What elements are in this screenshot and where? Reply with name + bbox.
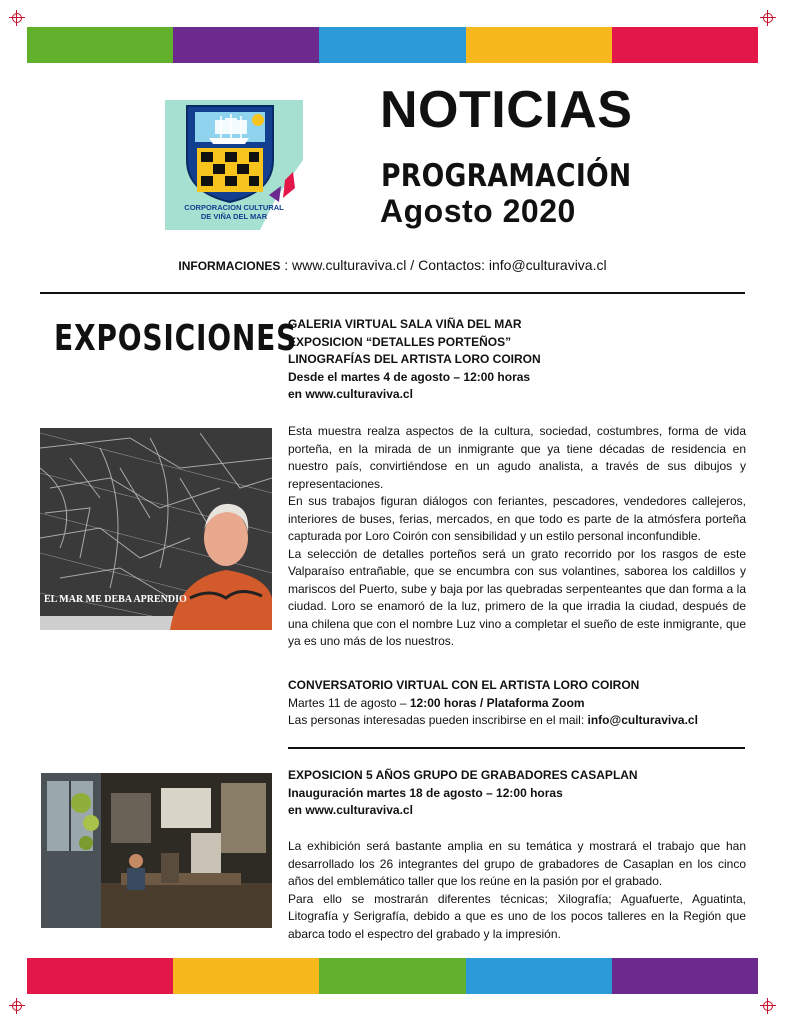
event2-body xyxy=(288,838,746,943)
divider xyxy=(288,747,745,749)
event2-line: EXPOSICION 5 AÑOS GRUPO DE GRABADORES CASAPLAN xyxy=(288,768,638,782)
paragraph: La selección de detalles porteños será un grato recorrido por los rasgos de este Valparaíso entrañable, que se encumbra con sus volantines, saborea los caldillos y mariscos del Puerto, sube y baja por las quebradas serpenteantes que dan forma a la ciudad. Loro se enamoró de la luz, primero de la que irradia la ciudad, después de una chilena que con el nombre Luz vino a completar el sueño de este inmigrante, que ya es uno más de los nuestros. xyxy=(288,546,746,648)
strip-segment xyxy=(27,27,173,63)
info-label: INFORMACIONES xyxy=(178,259,281,273)
page-date: Agosto 2020 xyxy=(380,193,576,229)
conversatorio-date-line xyxy=(288,695,746,713)
color-strip-bottom xyxy=(27,958,758,994)
strip-segment xyxy=(466,27,612,63)
crop-mark xyxy=(760,10,776,26)
page-title: NOTICIAS xyxy=(380,81,633,139)
paragraph: Para ello se mostrarán diferentes técnicas; Xilografía; Aguafuerte, Aguatinta, Litografía y Serigrafía, debido a que es uno de los pocos talleres en la Región que abarca todo el espectro del grabado y la impresión. xyxy=(288,891,746,941)
strip-segment xyxy=(612,27,758,63)
conversatorio-time: 12:00 horas / Plataforma Zoom xyxy=(409,695,585,710)
strip-segment xyxy=(27,958,173,994)
event1-body xyxy=(288,423,746,651)
paragraph: En sus trabajos figuran diálogos con feriantes, pescadores, vendedores callejeros, interiores de buses, ferias, mercados, en que todo es parte de la atmósfera porteña capturada por Loro Coirón con sensibilidad y un estilo personal inconfundible. xyxy=(288,494,746,543)
strip-segment xyxy=(173,27,319,63)
color-strip-top xyxy=(27,27,758,63)
event1-line: LINOGRAFÍAS DEL ARTISTA LORO COIRON xyxy=(288,352,541,366)
divider xyxy=(40,292,745,294)
info-links[interactable]: www.culturaviva.cl / Contactos: info@culturaviva.cl xyxy=(292,257,607,273)
conversatorio-date: Martes 11 de agosto – xyxy=(288,695,410,710)
artist-photo xyxy=(40,428,272,630)
paragraph: La exhibición será bastante amplia en su temática y mostrará el trabajo que han desarrollado los 26 integrantes del grupo de grabadores de Casaplan en los cinco años del emblemático taller que los reúne en la pasión por el grabado. xyxy=(288,839,746,888)
workshop-photo xyxy=(41,773,272,928)
crop-mark xyxy=(9,998,25,1014)
logo-caption xyxy=(165,203,303,221)
event2-link[interactable]: en www.culturaviva.cl xyxy=(288,803,413,817)
crop-mark xyxy=(760,998,776,1014)
info-line xyxy=(0,257,785,273)
conversatorio-mail-text: Las personas interesadas pueden inscribirse en el mail: xyxy=(288,713,588,727)
strip-segment xyxy=(466,958,612,994)
section-title: EXPOSICIONES xyxy=(54,318,298,359)
conversatorio-mail-line xyxy=(288,712,746,730)
event1-header xyxy=(288,316,746,404)
strip-segment xyxy=(319,27,465,63)
logo-line1: CORPORACION CULTURAL xyxy=(184,203,284,212)
event1-link[interactable]: en www.culturaviva.cl xyxy=(288,387,413,401)
event1-line: EXPOSICION “DETALLES PORTEÑOS” xyxy=(288,334,512,349)
event2-header xyxy=(288,767,746,820)
image-caption-text: EL MAR ME DEBA APRENDIO xyxy=(44,594,187,605)
event2-line: Inauguración martes 18 de agosto – 12:00 horas xyxy=(288,785,563,800)
event1-line: Desde el martes 4 de agosto – 12:00 horas xyxy=(288,369,531,384)
page-subtitle: PROGRAMACIÓN xyxy=(381,158,632,194)
conversatorio-title: CONVERSATORIO VIRTUAL CON EL ARTISTA LORO COIRON xyxy=(288,678,640,692)
event1-line: GALERIA VIRTUAL SALA VIÑA DEL MAR xyxy=(288,317,522,331)
info-sep: : xyxy=(280,257,293,273)
conversatorio xyxy=(288,677,746,730)
logo-line2: DE VIÑA DEL MAR xyxy=(200,212,268,221)
conversatorio-mail-link[interactable]: info@culturaviva.cl xyxy=(587,713,698,727)
strip-segment xyxy=(612,958,758,994)
strip-segment xyxy=(173,958,319,994)
crop-mark xyxy=(9,10,25,26)
strip-segment xyxy=(319,958,465,994)
paragraph: Esta muestra realza aspectos de la cultura, sociedad, costumbres, forma de vida porteña, en la mirada de un inmigrante que ya tiene décadas de residencia en nuestro país, convirtiéndose en un agudo analista, a través de sus dibujos y representaciones. xyxy=(288,424,746,491)
